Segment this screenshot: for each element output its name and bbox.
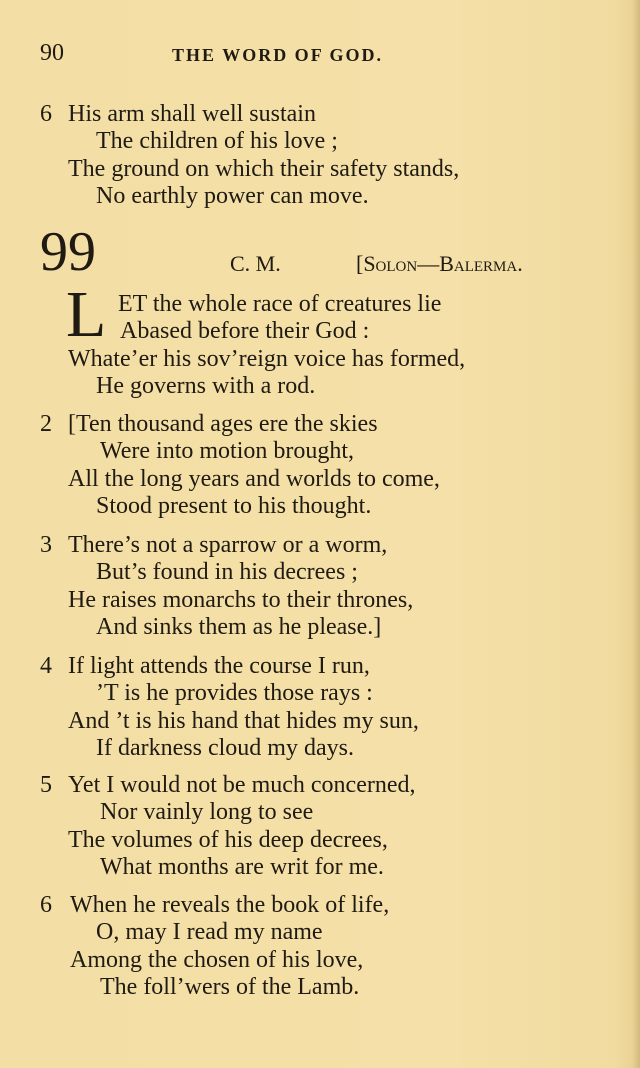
verse-line: Whate’er his sov’reign voice has formed, (68, 346, 466, 372)
verse-line: No earthly power can move. (96, 183, 369, 209)
stanza-number: 4 (40, 653, 52, 679)
verse-line: What months are writ for me. (100, 854, 384, 880)
verse-line: But’s found in his decrees ; (96, 559, 358, 585)
verse-line: O, may I read my name (96, 919, 323, 945)
drop-cap: L (66, 278, 107, 351)
verse-line: Were into motion brought, (100, 438, 355, 464)
verse-line: When he reveals the book of life, (70, 892, 390, 918)
verse-line: And ’t is his hand that hides my sun, (68, 708, 419, 734)
verse-line: The foll’wers of the Lamb. (100, 974, 360, 1000)
verse-line: His arm shall well sustain (68, 101, 316, 127)
verse-line: He governs with a rod. (96, 373, 316, 399)
stanza-number: 2 (40, 411, 52, 437)
page-header (40, 40, 600, 74)
page-number: 90 (40, 40, 64, 66)
verse-line: Stood present to his thought. (96, 493, 372, 519)
verse-line: Abased before their God : (120, 318, 370, 344)
verse-line: Yet I would not be much concerned, (68, 772, 416, 798)
verse-line: Nor vainly long to see (100, 799, 314, 825)
verse-line: ET the whole race of creatures lie (118, 291, 442, 317)
verse-line: If light attends the course I run, (68, 653, 370, 679)
verse-line: And sinks them as he please.] (96, 614, 382, 640)
verse-line: Among the chosen of his love, (70, 947, 364, 973)
verse-line: All the long years and worlds to come, (68, 466, 440, 492)
stanza-number: 6 (40, 892, 52, 918)
verse-line: The children of his love ; (96, 128, 338, 154)
stanza-number: 3 (40, 532, 52, 558)
running-head: THE WORD OF GOD. (172, 45, 384, 65)
hymn-number: 99 (40, 221, 96, 283)
stanza-number: 6 (40, 101, 52, 127)
verse-line: The volumes of his deep decrees, (68, 827, 388, 853)
verse-line: He raises monarchs to their thrones, (68, 587, 414, 613)
verse-line: [Ten thousand ages ere the skies (68, 411, 378, 437)
verse-line: If darkness cloud my days. (96, 735, 354, 761)
stanza-number: 5 (40, 772, 52, 798)
verse-line: There’s not a sparrow or a worm, (68, 532, 388, 558)
tune-names: [Solon—Balerma. (356, 251, 523, 276)
hymn-meter: C. M. (230, 251, 281, 276)
verse-line: ’T is he provides those rays : (96, 680, 373, 706)
page-edge-shadow (632, 0, 640, 1068)
verse-line: The ground on which their safety stands, (68, 156, 460, 182)
